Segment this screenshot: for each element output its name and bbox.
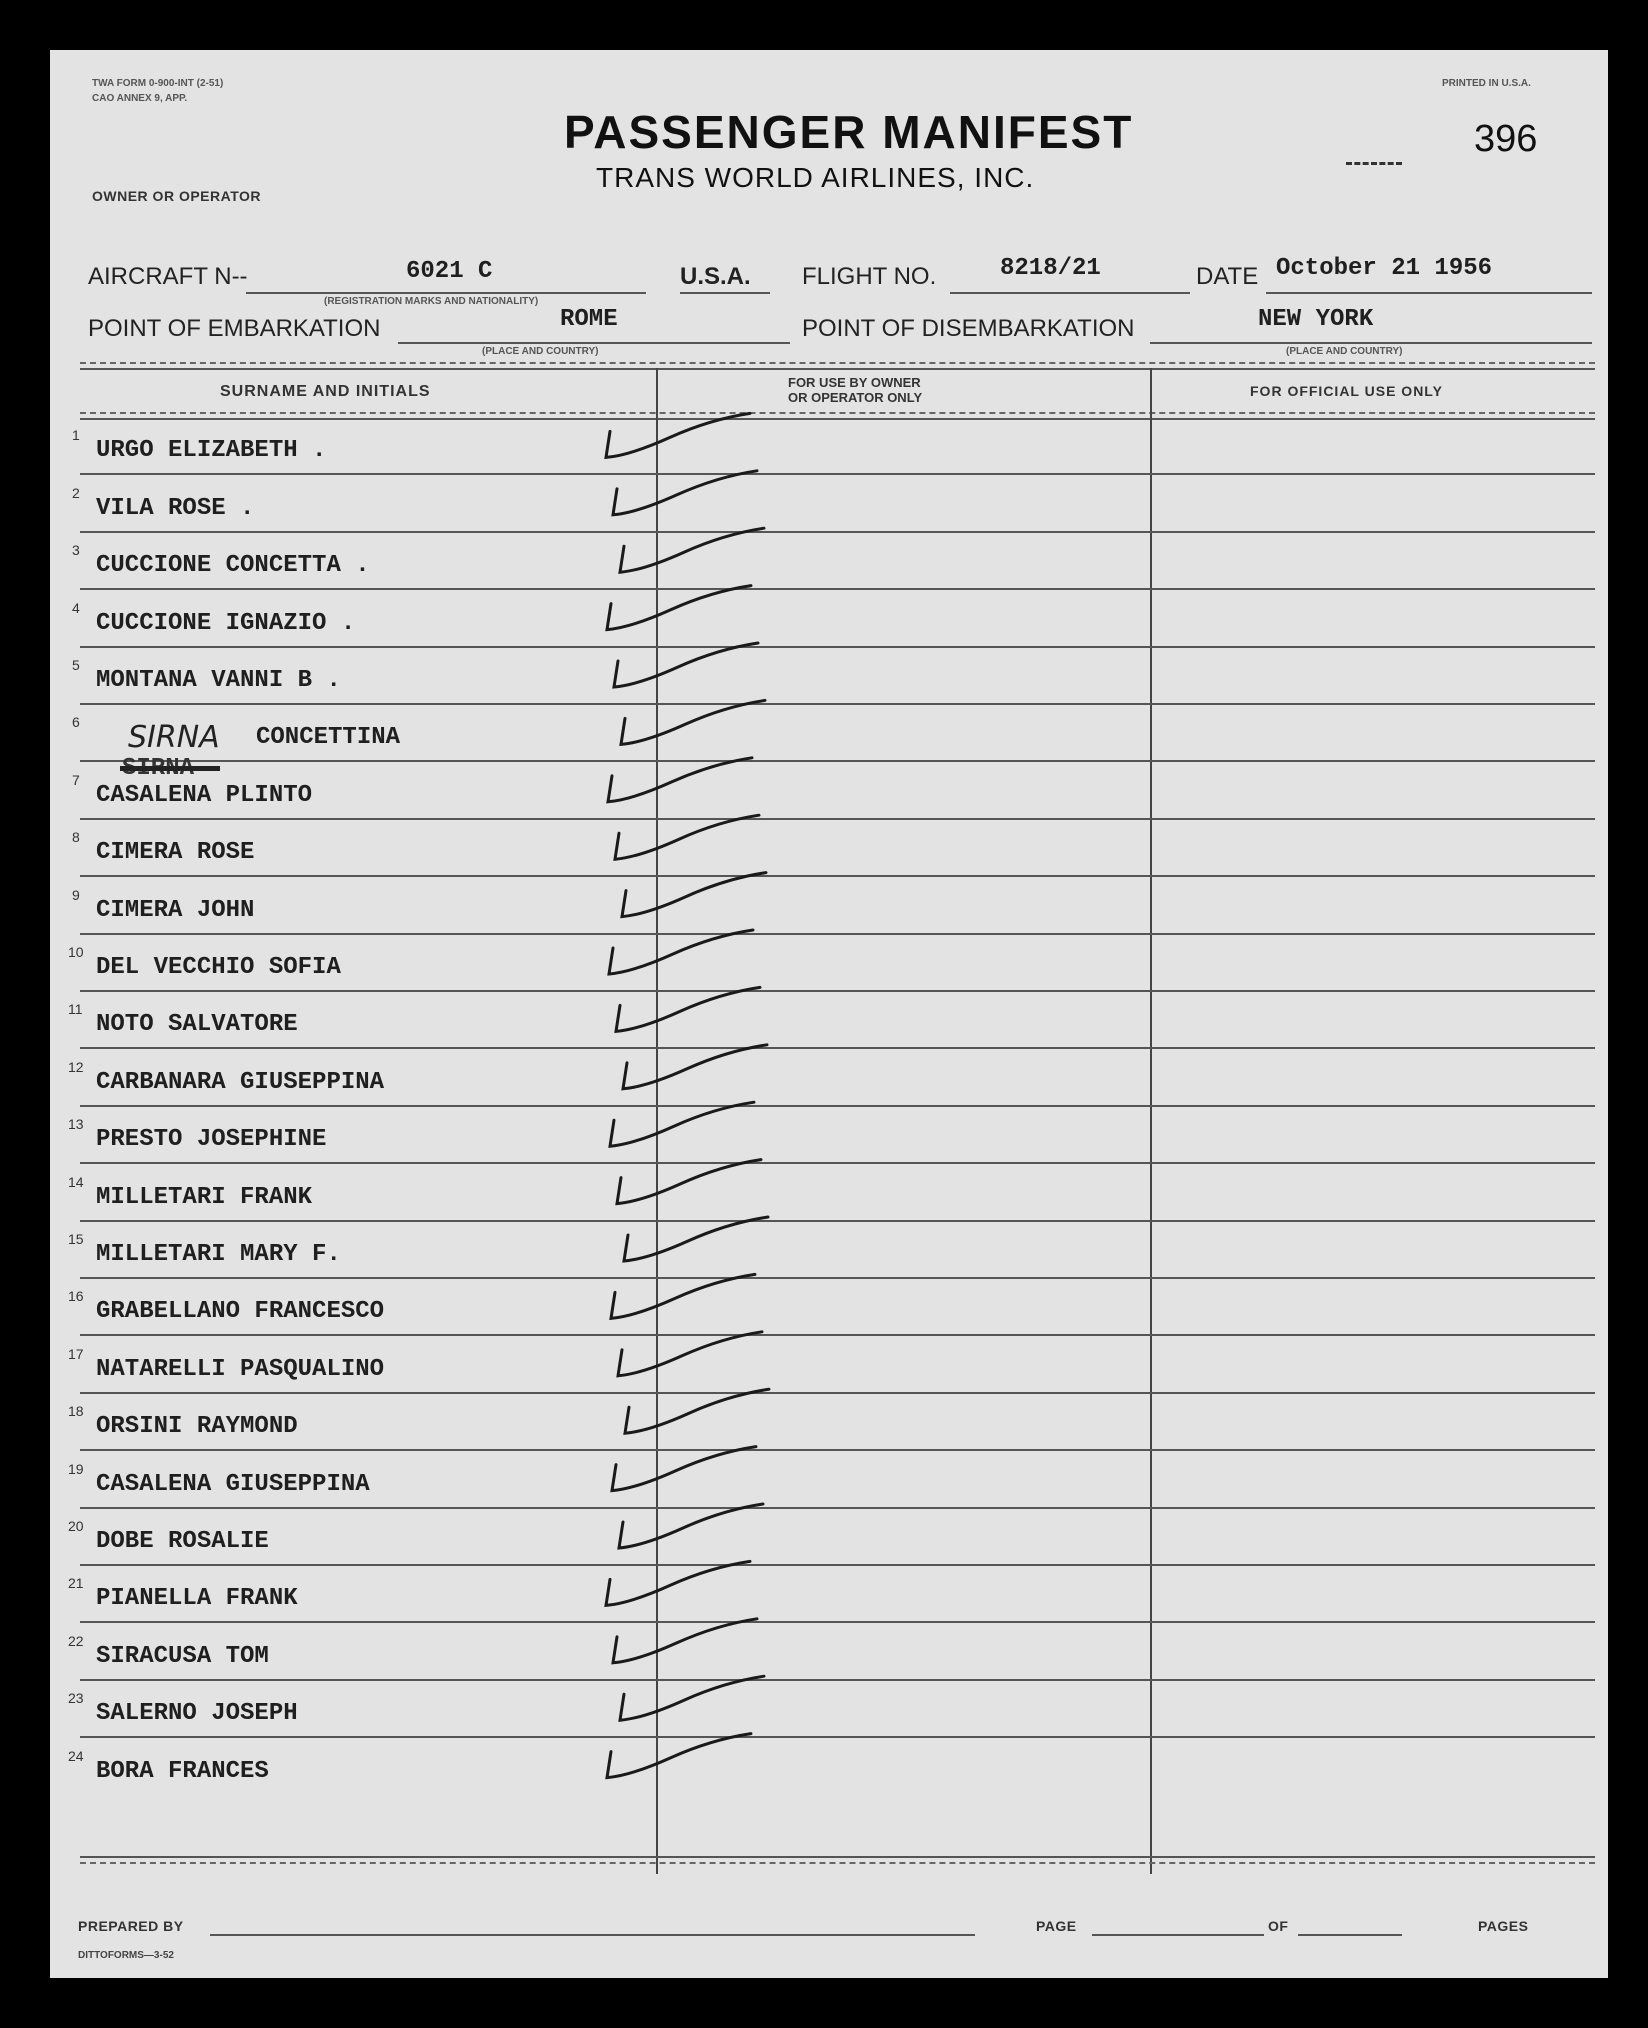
passenger-name: CUCCIONE IGNAZIO .	[96, 609, 356, 637]
row-number: 12	[68, 1058, 84, 1075]
row-number: 3	[72, 542, 80, 559]
check-mark	[613, 471, 757, 515]
check-mark	[611, 1274, 755, 1318]
passenger-name: ORSINI RAYMOND	[96, 1413, 298, 1441]
passenger-name: MONTANA VANNI B .	[96, 667, 341, 694]
passenger-name: CUCCIONE CONCETTA .	[96, 552, 370, 580]
row-number: 21	[68, 1575, 84, 1592]
embarkation-value: ROME	[560, 306, 618, 333]
surname-column-header: SURNAME AND INITIALS	[220, 383, 431, 400]
check-mark	[620, 1676, 764, 1720]
dittoforms-label: DITTOFORMS—3-52	[78, 1950, 174, 1961]
passenger-name: URGO ELIZABETH .	[96, 437, 327, 465]
check-mark	[615, 815, 759, 859]
passenger-name: DOBE ROSALIE	[96, 1528, 269, 1555]
document-number: 396	[1474, 118, 1538, 160]
row-number: 4	[72, 599, 80, 616]
prepared-by-label: PREPARED BY	[78, 1918, 184, 1934]
page-title: PASSENGER MANIFEST	[564, 106, 1134, 158]
of-label: OF	[1268, 1918, 1289, 1934]
row-number: 20	[68, 1518, 84, 1534]
flight-date: October 21 1956	[1276, 255, 1493, 282]
disembarkation-label: POINT OF DISEMBARKATION	[802, 315, 1135, 342]
passenger-name: PRESTO JOSEPHINE	[96, 1126, 327, 1154]
form-number: TWA FORM 0-900-INT (2-51)	[92, 78, 224, 89]
passenger-name: CIMERA ROSE	[96, 839, 255, 867]
row-number: 7	[72, 771, 80, 788]
row-number: 19	[68, 1460, 84, 1477]
date-label: DATE	[1196, 263, 1259, 290]
passenger-name: DEL VECCHIO SOFIA	[96, 954, 341, 981]
check-mark	[613, 1619, 757, 1663]
row-number: 9	[72, 886, 80, 903]
check-mark	[621, 700, 765, 744]
check-mark	[624, 1217, 768, 1261]
check-mark	[606, 413, 750, 457]
row-number: 5	[72, 657, 80, 673]
annex-reference: CAO ANNEX 9, APP.	[92, 93, 188, 104]
passenger-name: SALERNO JOSEPH	[96, 1700, 298, 1728]
airline-name: TRANS WORLD AIRLINES, INC.	[596, 162, 1035, 193]
row-number: 24	[68, 1747, 84, 1764]
passenger-name: GRABELLANO FRANCESCO	[96, 1298, 385, 1326]
place-caption-1: (PLACE AND COUNTRY)	[482, 346, 599, 357]
flight-label: FLIGHT NO.	[802, 263, 937, 290]
owner-operator-label: OWNER OR OPERATOR	[92, 188, 261, 204]
passenger-name: BORA FRANCES	[96, 1757, 269, 1785]
manifest-sheet	[50, 50, 1608, 1978]
check-mark	[609, 930, 753, 974]
check-mark	[617, 1160, 761, 1204]
check-marks	[50, 50, 1608, 1978]
check-mark	[608, 758, 752, 802]
nationality: U.S.A.	[680, 263, 751, 290]
page-label: PAGE	[1036, 1918, 1077, 1934]
check-mark	[622, 873, 766, 917]
row-number: 10	[68, 944, 84, 960]
check-mark	[614, 643, 758, 687]
passenger-name: MILLETARI FRANK	[96, 1183, 313, 1211]
passenger-name: MILLETARI MARY F.	[96, 1241, 341, 1268]
passenger-name: NATARELLI PASQUALINO	[96, 1355, 385, 1383]
passenger-name: CASALENA PLINTO	[96, 781, 313, 809]
row-number: 6	[72, 714, 80, 731]
passenger-name: CARBANARA GIUSEPPINA	[96, 1068, 385, 1096]
flight-number: 8218/21	[1000, 255, 1101, 282]
row-number: 15	[68, 1231, 84, 1247]
passenger-name: VILA ROSE .	[96, 494, 255, 522]
check-mark	[610, 1102, 754, 1146]
check-mark	[625, 1389, 769, 1433]
handwritten-correction: SIRNA	[128, 720, 220, 755]
struck-surname: SIRNA	[122, 755, 195, 782]
passenger-name: CONCETTINA	[256, 724, 401, 752]
check-mark	[619, 1504, 763, 1548]
row-number: 1	[72, 427, 80, 444]
passenger-name: NOTO SALVATORE	[96, 1011, 298, 1039]
row-number: 11	[68, 1001, 83, 1018]
pages-label: PAGES	[1478, 1918, 1529, 1934]
check-mark	[607, 1734, 751, 1778]
passenger-name: SIRACUSA TOM	[96, 1642, 269, 1670]
aircraft-label: AIRCRAFT N--	[88, 263, 248, 290]
check-mark	[607, 586, 751, 630]
check-mark	[612, 1447, 756, 1491]
check-mark	[623, 1045, 767, 1089]
row-number: 16	[68, 1288, 84, 1305]
row-number: 14	[68, 1173, 84, 1190]
row-number: 22	[68, 1632, 84, 1649]
passenger-name: CIMERA JOHN	[96, 896, 255, 924]
row-number: 17	[68, 1345, 84, 1362]
owner-column-header-1: FOR USE BY OWNER	[788, 375, 921, 390]
row-number: 23	[68, 1690, 84, 1707]
place-caption-2: (PLACE AND COUNTRY)	[1286, 346, 1403, 357]
disembarkation-value: NEW YORK	[1258, 306, 1374, 333]
passenger-name: CASALENA GIUSEPPINA	[96, 1470, 370, 1498]
registration-caption: (REGISTRATION MARKS AND NATIONALITY)	[324, 296, 539, 307]
check-mark	[616, 987, 760, 1031]
row-number: 18	[68, 1403, 84, 1420]
check-mark	[618, 1332, 762, 1376]
embarkation-label: POINT OF EMBARKATION	[88, 315, 381, 342]
row-number: 2	[72, 484, 80, 501]
official-column-header: FOR OFFICIAL USE ONLY	[1250, 383, 1443, 399]
check-mark	[620, 528, 764, 572]
check-mark	[606, 1561, 750, 1605]
printed-in: PRINTED IN U.S.A.	[1442, 78, 1531, 89]
row-number: 8	[72, 829, 80, 846]
owner-column-header-2: OR OPERATOR ONLY	[788, 390, 923, 405]
aircraft-value: 6021 C	[406, 258, 493, 285]
passenger-name: PIANELLA FRANK	[96, 1585, 298, 1613]
row-number: 13	[68, 1116, 84, 1133]
